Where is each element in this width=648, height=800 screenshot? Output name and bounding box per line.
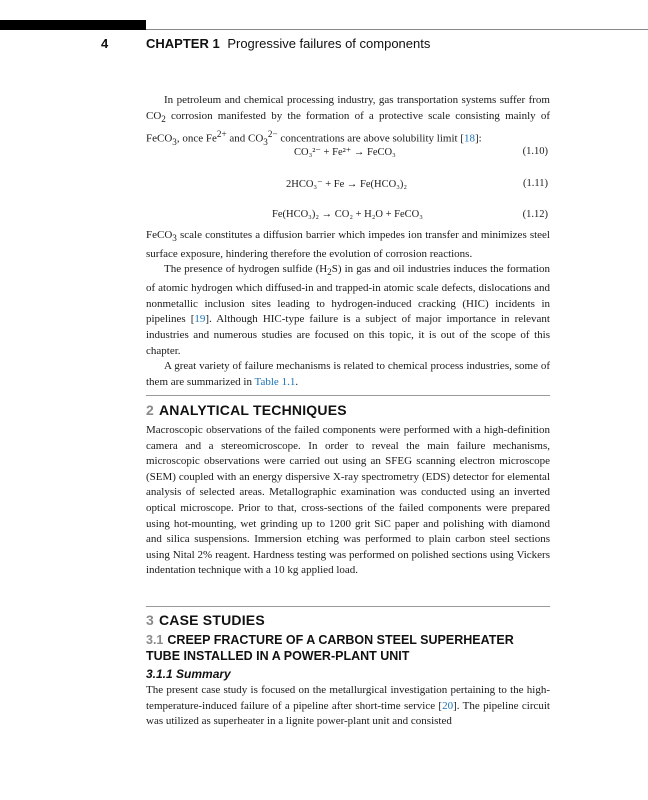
equation-1-12 [146, 209, 550, 224]
equation-1-11 [146, 178, 550, 193]
section-2-body-block [146, 423, 550, 579]
header-rule [146, 29, 648, 30]
equation-number: (1.12) [522, 209, 548, 220]
section-2-paragraph: Macroscopic observations of the failed components were performed with a high-definition camera and a stereomicroscope. In order to reveal the main failure mechanisms, microscopic observations were carried out using an SFEG scanning electron microscope (SEM) coupled with an energy dispersive X-ray spectrometry (EDS) detector for elemental analysis of selected areas. Metallographic examination was conducted using an inverted optical microscope. Prior to that, cross-sections of the failed components were prepared using hot-mounting, wet grinding up to 1200 grit SiC paper and polishing with diamond and silica suspensions. Immersion etching was performed to plain carbon steel sections using Nital 2% reagent. Hardness testing was performed on polished sections using Vickers indentation technique with a 10 kg applied load. [146, 424, 550, 577]
running-head [146, 36, 430, 51]
intro-paragraph-2: FeCO$_3$ scale constitutes a diffusion barrier which impedes ion transfer and minimizes steel surface exposure, hindering therefore the evolution of corrosion reactions. [146, 229, 550, 260]
page-number: 4 [101, 36, 109, 51]
equation-expr: CO₃²⁻ + Fe²⁺ → FeCO₃ [294, 147, 396, 158]
subsubsection-heading: 3.1.1 Summary [146, 667, 231, 681]
intro-paragraphs-block [146, 228, 550, 390]
table-link[interactable]: Table 1.1 [254, 375, 296, 388]
ref-link-20[interactable]: 20 [442, 699, 454, 712]
section-3-body-block [146, 683, 550, 730]
section-3-paragraph: The present case study is focused on the metallurgical investigation pertaining to the high-temperature-induced failure of a pipeline after short-time service [20]. The pipeline circuit was utilized as superheater in a lignite power-plant unit and consisted [146, 684, 550, 728]
equation-expr: Fe(HCO₃)₂ → CO₂ + H₂O + FeCO₃ [272, 209, 423, 220]
chapter-label: CHAPTER 1 [146, 36, 220, 51]
section-2-heading: 2 ANALYTICAL TECHNIQUES [146, 402, 347, 418]
section-3-heading: 3 CASE STUDIES [146, 612, 265, 628]
intro-paragraph-3: The presence of hydrogen sulfide $(H_2S)$ in gas and oil industries induces the formation of atomic hydrogen which diffused-in and trapped-in atomic scale defects, dislocations and nonmetallic inclusion sites leading to hydrogen-induced cracking (HIC) incidents in pipelines [19]. Although HIC-type failure is a subject of major importance in relevant industries and numerous studies are focused on this topic, it is out of the scope of this chapter. [146, 263, 550, 357]
equation-expr: 2HCO₃⁻ + Fe → Fe(HCO₃)₂ [286, 179, 408, 190]
header-bar [0, 20, 146, 30]
intro-paragraph-4: A great variety of failure mechanisms is related to chemical process industries, some of them are summarized in Table 1.1. [146, 360, 550, 388]
section-3-rule [146, 606, 550, 607]
intro-paragraph-1-block [146, 93, 550, 151]
section-2-rule [146, 395, 550, 396]
chapter-title: Progressive failures of components [227, 36, 431, 51]
ref-link-18[interactable]: 18 [463, 133, 475, 146]
equation-number: (1.11) [523, 178, 548, 189]
ref-link-19[interactable]: 19 [194, 313, 206, 326]
intro-paragraph-1: In petroleum and chemical processing industry, gas transportation systems suffer from $CO_2$ corrosion manifested by the formation of a protective scale consisting mainly of FeCO$_3$, once $Fe^{2+}$ and $CO_3^{2-}$ concentrations are above solubility limit [18]: [146, 94, 550, 148]
subsection-3-1-heading: 3.1 CREEP FRACTURE OF A CARBON STEEL SUPERHEATER TUBE INSTALLED IN A POWER-PLANT UNIT [146, 633, 514, 663]
equation-1-10 [146, 146, 550, 161]
equation-number: (1.10) [522, 146, 548, 157]
